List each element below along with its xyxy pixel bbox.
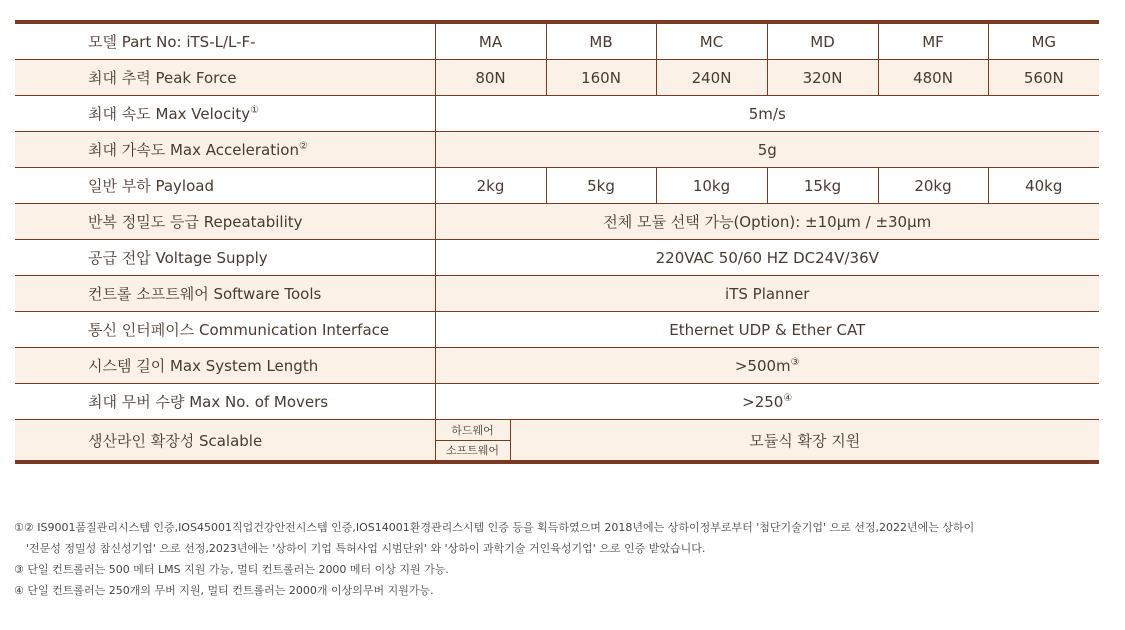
software-sub-label: 소프트웨어: [445, 444, 500, 458]
footnote-mark: ③: [790, 356, 800, 368]
footnote-mark: ④: [783, 392, 793, 404]
voltage-label: 공급 전압 Voltage Supply: [15, 240, 435, 276]
scalable-wrap: [436, 420, 1100, 460]
table-row-header: [15, 22, 1099, 60]
communication-label: 통신 인터페이스 Communication Interface: [15, 312, 435, 348]
payload-value: 15kg: [767, 168, 878, 204]
model-mg: MG: [988, 22, 1099, 60]
repeatability-value: 전체 모듈 선택 가능(Option): ±10μm / ±30μm: [435, 204, 1099, 240]
model-ma: MA: [435, 22, 546, 60]
payload-value: 20kg: [878, 168, 988, 204]
table-row-payload: [15, 168, 1099, 204]
payload-value: 5kg: [546, 168, 656, 204]
peak-force-value: 240N: [656, 60, 767, 96]
table-row-scalable: [15, 420, 1099, 463]
peak-force-value: 320N: [767, 60, 878, 96]
model-md: MD: [767, 22, 878, 60]
peak-force-value: 80N: [435, 60, 546, 96]
system-length-label: 시스템 길이 Max System Length: [15, 348, 435, 384]
movers-label: 최대 무버 수량 Max No. of Movers: [15, 384, 435, 420]
footnote-line: ④ 단일 컨트롤러는 250개의 무버 지원, 멀티 컨트롤러는 2000개 이상의무버 지원가능.: [14, 584, 434, 597]
footnote-mark: ②: [298, 141, 308, 152]
scalable-value: 모듈식 확장 지원: [749, 431, 861, 450]
footnote-line: '전문성 정밀성 참신성기업' 으로 선정,2023년에는 '상하이 기업 특허사업 시범단위' 와 '상하이 과학기술 거인육성기업' 으로 인증 받았습니다.: [26, 542, 706, 555]
scalable-cell: [435, 420, 1099, 463]
peak-force-value: 160N: [546, 60, 656, 96]
max-acceleration-value: 5g: [435, 132, 1099, 168]
voltage-value: 220VAC 50/60 HZ DC24V/36V: [435, 240, 1099, 276]
table-row-peak-force: [15, 60, 1099, 96]
payload-value: 2kg: [435, 168, 546, 204]
model-mb: MB: [546, 22, 656, 60]
table-row-software: [15, 276, 1099, 312]
spec-table: [15, 20, 1099, 464]
max-acceleration-label: 최대 가속도 Max Acceleration②: [15, 132, 435, 168]
footnote-line: ①② IS9001품질관리시스템 인증,IOS45001직업건강안전시스템 인증,IOS14001환경관리스시템 인증 등을 획득하였으며 2018년에는 상하이정부로부터 '첨단기술기업' 으로 선정,2022년에는 상하이: [14, 521, 975, 534]
table-row-voltage: [15, 240, 1099, 276]
communication-value: Ethernet UDP & Ether CAT: [435, 312, 1099, 348]
table-row-movers: [15, 384, 1099, 420]
peak-force-value: 480N: [878, 60, 988, 96]
repeatability-label: 반복 정밀도 등급 Repeatability: [15, 204, 435, 240]
table-row-repeatability: [15, 204, 1099, 240]
movers-value: >250④: [435, 384, 1099, 420]
system-length-value: >500m③: [435, 348, 1099, 384]
payload-label: 일반 부하 Payload: [15, 168, 435, 204]
scalable-label: 생산라인 확장성 Scalable: [15, 420, 435, 463]
software-label: 컨트롤 소프트웨어 Software Tools: [15, 276, 435, 312]
table-row-max-velocity: [15, 96, 1099, 132]
footnote-mark: ①: [250, 105, 260, 116]
model-mf: MF: [878, 22, 988, 60]
footnote-line: ③ 단일 컨트롤러는 500 메터 LMS 지원 가능, 멀티 컨트롤러는 2000 메터 이상 지원 가능.: [14, 563, 449, 576]
scalable-sub-labels: [436, 420, 511, 460]
max-velocity-label: 최대 속도 Max Velocity①: [15, 96, 435, 132]
table-row-max-acceleration: [15, 132, 1099, 168]
table-row-communication: [15, 312, 1099, 348]
footnotes: [14, 517, 1114, 601]
payload-value: 10kg: [656, 168, 767, 204]
hardware-label: 하드웨어: [436, 420, 510, 441]
model-mc: MC: [656, 22, 767, 60]
table-row-system-length: [15, 348, 1099, 384]
max-velocity-value: 5m/s: [435, 96, 1099, 132]
payload-value: 40kg: [988, 168, 1099, 204]
peak-force-value: 560N: [988, 60, 1099, 96]
part-no-label: 모델 Part No: iTS-L/L-F-: [15, 22, 435, 60]
software-value: iTS Planner: [435, 276, 1099, 312]
peak-force-label: 최대 추력 Peak Force: [15, 60, 435, 96]
